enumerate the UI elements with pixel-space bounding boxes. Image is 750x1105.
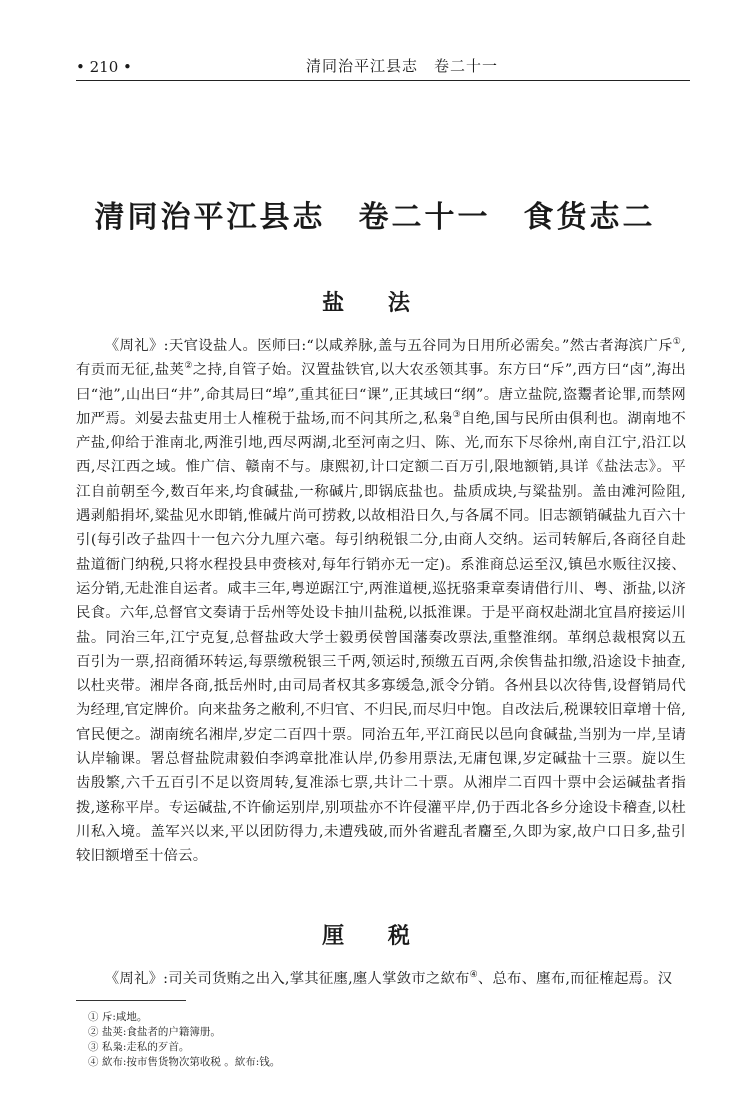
running-title: 清同治平江县志 卷二十一 [306,57,499,75]
footnote-3: ③ 私枭:走私的歹首。 [88,1041,190,1053]
footnote-2: ② 盐荚:食盐者的户籍簿册。 [88,1026,221,1038]
section-body-likin-tax [76,967,686,991]
section-heading-salt-law: 盐 法 [322,291,428,316]
footnote-ref-4[interactable]: ④ [469,970,478,981]
footnote-1: ① 斥:咸地。 [88,1011,148,1023]
chapter-title: 清同治平江县志 卷二十一 食货志二 [94,200,656,235]
footnote-divider [76,1000,186,1001]
page-number: • 210 • [76,58,132,76]
footnote-ref-1[interactable]: ① [672,337,682,348]
running-header [76,50,690,81]
footnote-ref-2[interactable]: ② [184,361,193,372]
footnote-4: ④ 絘布:按市售货物次第收税 。絘布:钱。 [88,1056,281,1068]
paragraph: 《周礼》:司关司货贿之出入,掌其征廛,廛人掌敛市之絘布④、总布、廛布,而征榷起焉。汉 [104,970,673,987]
paragraph: 《周礼》:天官设盐人。医师曰:“以咸养脉,盖与五谷同为日用所必需矣。”然古者海滨广斥①,有贡而无征,盐荚②之持,自管子始。汉置盐铁官,以大农丞领其事。东方曰“斥”,西方曰“卤”,海出曰“池”,山出曰“井”,命其局曰“埠”,重其征曰“课”,正其域曰“纲”。唐立盐院,盗鬻者论罪,而禁网加严焉。刘晏去盐吏用士人榷税于盐场,而不问其所之,私枭③自绝,国与民所由俱利也。湖南地不产盐,仰给于淮南北,两淮引地,西尽两湖,北至河南之归、陈、光,而东下尽徐州,南自江宁,沿江以西,尽江西之域。惟广信、赣南不与。康熙初,计口定额二百万引,限地额销,具详《盐法志》。平江自前朝至今,数百年来,均食碱盐,一称碱片,即锅底盐也。盐质成块,与粱盐别。盖由滩河险阻,遇剥船捐坏,粱盐见水即销,惟碱片尚可捞救,以故相沿日久,与各属不同。旧志额销碱盐九百六十引(每引改子盐四十一包六分九厘六毫。每引纳税银二分,由商人交纳。运司转解后,各商径自赴盐道衙门纳税,只将水程投县申赍核对,每年行销亦无一定)。系淮商总运至汉,镇邑水贩往汉接、运分销,无赴淮自运者。咸丰三年,粤逆踞江宁,两淮道梗,巡抚骆秉章奏请借行川、粤、浙盐,以济民食。六年,总督官文奏请于岳州等处设卡抽川盐税,以抵淮课。于是平商权赴湖北宜昌府接运川盐。同治三年,江宁克复,总督盐政大学士毅勇侯曾国藩奏改票法,重整淮纲。革纲总裁根窝以五百引为一票,招商循环转运,每票缴税银三千两,领运时,预缴五百两,余俟售盐扣缴,沿途设卡抽查,以杜夹带。湘岸各商,抵岳州时,由司局者权其多寡缓急,派令分销。各州县以次待售,设督销局代为经理,官定牌价。向来盐务之敝利,不归官、不归民,而尽归中饱。自改法后,税课较旧章增十倍,官民便之。湖南统名湘岸,岁定二百四十票。同治五年,平江商民以邑向食碱盐,当别为一岸,呈请认岸输课。署总督盐院肃毅伯李鸿章批准认岸,仍参用票法,无庸包课,岁定碱盐十三票。旋以生齿殷繁,六千五百引不足以资周转,复准添七票,共计二十票。从湘岸二百四十票中会运碱盐者指拨,遂称平岸。专运碱盐,不许偷运别岸,别项盐亦不许侵灌平岸,仍于西北各乡分途设卡稽查,以杜川私入境。盖军兴以来,平以团防得力,未遭残破,而外省避乱者麕至,久即为家,故户口日多,盐引较旧额增至十倍云。 [76,337,686,865]
footnote-ref-3[interactable]: ③ [452,410,462,421]
section-heading-likin-tax: 厘 税 [322,924,428,949]
footnotes [88,1010,688,1070]
section-body-salt-law [76,334,686,869]
